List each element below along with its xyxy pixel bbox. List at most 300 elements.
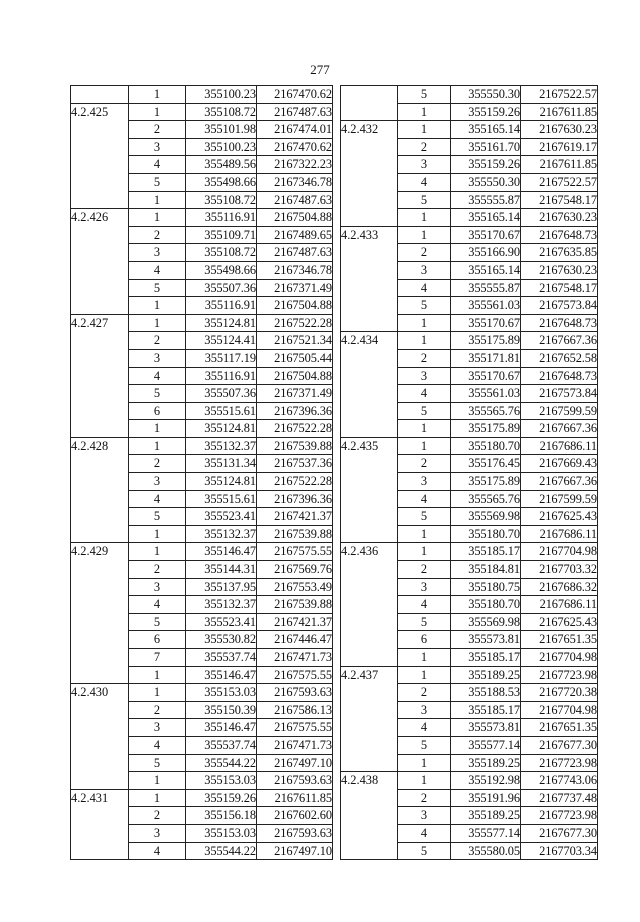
x-coordinate-cell: 355153.03	[186, 684, 257, 702]
point-number-cell: 1	[129, 420, 186, 438]
point-number-cell: 1	[129, 86, 186, 104]
x-coordinate-cell: 355108.72	[186, 244, 257, 262]
x-coordinate-cell: 355131.34	[186, 455, 257, 473]
y-coordinate-cell: 2167504.88	[257, 367, 333, 385]
x-coordinate-cell: 355159.26	[186, 789, 257, 807]
point-number-cell: 2	[129, 455, 186, 473]
table-row	[341, 121, 598, 139]
page-number: 277	[310, 62, 330, 77]
section-number-cell: 4.2.433	[341, 226, 398, 332]
y-coordinate-cell: 2167573.84	[521, 385, 598, 403]
y-coordinate-cell: 2167723.98	[521, 807, 598, 825]
x-coordinate-cell: 355515.61	[186, 490, 257, 508]
y-coordinate-cell: 2167346.78	[257, 173, 333, 191]
x-coordinate-cell: 355137.95	[186, 578, 257, 596]
y-coordinate-cell: 2167686.11	[521, 525, 598, 543]
x-coordinate-cell: 355146.47	[186, 719, 257, 737]
y-coordinate-cell: 2167667.36	[521, 332, 598, 350]
point-number-cell: 2	[129, 807, 186, 825]
y-coordinate-cell: 2167669.43	[521, 455, 598, 473]
x-coordinate-cell: 355580.05	[451, 842, 521, 860]
y-coordinate-cell: 2167703.34	[521, 842, 598, 860]
y-coordinate-cell: 2167421.37	[257, 508, 333, 526]
table-row	[341, 437, 598, 455]
point-number-cell: 3	[398, 156, 451, 174]
y-coordinate-cell: 2167497.10	[257, 754, 333, 772]
x-coordinate-cell: 355180.70	[451, 437, 521, 455]
x-coordinate-cell: 355191.96	[451, 789, 521, 807]
x-coordinate-cell: 355573.81	[451, 631, 521, 649]
table-row	[71, 789, 333, 807]
point-number-cell: 3	[398, 261, 451, 279]
x-coordinate-cell: 355117.19	[186, 349, 257, 367]
x-coordinate-cell: 355165.14	[451, 209, 521, 227]
point-number-cell: 5	[398, 508, 451, 526]
point-number-cell: 1	[129, 191, 186, 209]
x-coordinate-cell: 355569.98	[451, 613, 521, 631]
point-number-cell: 2	[398, 561, 451, 579]
y-coordinate-cell: 2167575.55	[257, 666, 333, 684]
point-number-cell: 3	[129, 473, 186, 491]
x-coordinate-cell: 355537.74	[186, 736, 257, 754]
point-number-cell: 2	[398, 244, 451, 262]
point-number-cell: 5	[129, 508, 186, 526]
point-number-cell: 1	[398, 666, 451, 684]
point-number-cell: 2	[398, 455, 451, 473]
point-number-cell: 1	[129, 525, 186, 543]
x-coordinate-cell: 355180.70	[451, 525, 521, 543]
y-coordinate-cell: 2167723.98	[521, 666, 598, 684]
point-number-cell: 4	[398, 173, 451, 191]
point-number-cell: 7	[129, 649, 186, 667]
point-number-cell: 3	[129, 138, 186, 156]
table-row	[71, 103, 333, 121]
point-number-cell: 4	[129, 261, 186, 279]
point-number-cell: 5	[398, 86, 451, 104]
y-coordinate-cell: 2167648.73	[521, 367, 598, 385]
x-coordinate-cell: 355153.03	[186, 824, 257, 842]
x-coordinate-cell: 355146.47	[186, 543, 257, 561]
point-number-cell: 1	[129, 789, 186, 807]
y-coordinate-cell: 2167504.88	[257, 209, 333, 227]
y-coordinate-cell: 2167573.84	[521, 297, 598, 315]
point-number-cell: 1	[398, 649, 451, 667]
point-number-cell: 1	[398, 332, 451, 350]
point-number-cell: 4	[398, 490, 451, 508]
y-coordinate-cell: 2167522.28	[257, 473, 333, 491]
table-row	[71, 684, 333, 702]
y-coordinate-cell: 2167686.11	[521, 596, 598, 614]
point-number-cell: 1	[129, 103, 186, 121]
y-coordinate-cell: 2167487.63	[257, 103, 333, 121]
y-coordinate-cell: 2167648.73	[521, 314, 598, 332]
y-coordinate-cell: 2167704.98	[521, 649, 598, 667]
table-row	[341, 226, 598, 244]
x-coordinate-cell: 355544.22	[186, 842, 257, 860]
point-number-cell: 5	[398, 736, 451, 754]
point-number-cell: 4	[129, 156, 186, 174]
y-coordinate-cell: 2167686.11	[521, 437, 598, 455]
y-coordinate-cell: 2167522.28	[257, 314, 333, 332]
section-number-cell: 4.2.436	[341, 543, 398, 666]
x-coordinate-cell: 355124.81	[186, 314, 257, 332]
y-coordinate-cell: 2167539.88	[257, 525, 333, 543]
x-coordinate-cell: 355544.22	[186, 754, 257, 772]
point-number-cell: 2	[129, 561, 186, 579]
section-number-cell: 4.2.429	[71, 543, 129, 684]
y-coordinate-cell: 2167505.44	[257, 349, 333, 367]
point-number-cell: 3	[129, 244, 186, 262]
y-coordinate-cell: 2167497.10	[257, 842, 333, 860]
y-coordinate-cell: 2167677.30	[521, 736, 598, 754]
x-coordinate-cell: 355507.36	[186, 385, 257, 403]
section-number-cell: 4.2.431	[71, 789, 129, 859]
x-coordinate-cell: 355565.76	[451, 490, 521, 508]
point-number-cell: 3	[398, 473, 451, 491]
y-coordinate-cell: 2167625.43	[521, 508, 598, 526]
coordinates-table-left	[70, 85, 333, 860]
table-row	[341, 666, 598, 684]
table-body-right	[341, 86, 598, 860]
point-number-cell: 1	[398, 754, 451, 772]
x-coordinate-cell: 355489.56	[186, 156, 257, 174]
point-number-cell: 1	[129, 314, 186, 332]
x-coordinate-cell: 355184.81	[451, 561, 521, 579]
point-number-cell: 3	[129, 578, 186, 596]
point-number-cell: 5	[129, 613, 186, 631]
y-coordinate-cell: 2167548.17	[521, 191, 598, 209]
x-coordinate-cell: 355185.17	[451, 701, 521, 719]
y-coordinate-cell: 2167602.60	[257, 807, 333, 825]
x-coordinate-cell: 355561.03	[451, 297, 521, 315]
y-coordinate-cell: 2167611.85	[521, 156, 598, 174]
x-coordinate-cell: 355132.37	[186, 525, 257, 543]
section-number-cell: 4.2.425	[71, 103, 129, 209]
y-coordinate-cell: 2167586.13	[257, 701, 333, 719]
x-coordinate-cell: 355159.26	[451, 156, 521, 174]
point-number-cell: 3	[129, 719, 186, 737]
point-number-cell: 5	[129, 173, 186, 191]
y-coordinate-cell: 2167487.63	[257, 244, 333, 262]
x-coordinate-cell: 355550.30	[451, 86, 521, 104]
y-coordinate-cell: 2167553.49	[257, 578, 333, 596]
point-number-cell: 4	[398, 279, 451, 297]
point-number-cell: 2	[129, 332, 186, 350]
x-coordinate-cell: 355116.91	[186, 209, 257, 227]
x-coordinate-cell: 355170.67	[451, 226, 521, 244]
y-coordinate-cell: 2167625.43	[521, 613, 598, 631]
point-number-cell: 1	[398, 209, 451, 227]
y-coordinate-cell: 2167396.36	[257, 490, 333, 508]
point-number-cell: 1	[129, 297, 186, 315]
table-row	[71, 209, 333, 227]
x-coordinate-cell: 355185.17	[451, 649, 521, 667]
x-coordinate-cell: 355175.89	[451, 473, 521, 491]
x-coordinate-cell: 355124.81	[186, 420, 257, 438]
y-coordinate-cell: 2167704.98	[521, 701, 598, 719]
point-number-cell: 6	[129, 402, 186, 420]
y-coordinate-cell: 2167346.78	[257, 261, 333, 279]
point-number-cell: 2	[398, 789, 451, 807]
x-coordinate-cell: 355185.17	[451, 543, 521, 561]
point-number-cell: 5	[398, 297, 451, 315]
x-coordinate-cell: 355180.75	[451, 578, 521, 596]
y-coordinate-cell: 2167474.01	[257, 121, 333, 139]
point-number-cell: 3	[129, 824, 186, 842]
x-coordinate-cell: 355523.41	[186, 613, 257, 631]
y-coordinate-cell: 2167569.76	[257, 561, 333, 579]
x-coordinate-cell: 355577.14	[451, 824, 521, 842]
y-coordinate-cell: 2167539.88	[257, 437, 333, 455]
section-number-cell: 4.2.428	[71, 437, 129, 543]
point-number-cell: 1	[398, 772, 451, 790]
point-number-cell: 1	[398, 420, 451, 438]
point-number-cell: 3	[129, 349, 186, 367]
table-row	[341, 86, 598, 104]
x-coordinate-cell: 355498.66	[186, 173, 257, 191]
point-number-cell: 1	[129, 666, 186, 684]
table-row	[341, 543, 598, 561]
x-coordinate-cell: 355153.03	[186, 772, 257, 790]
point-number-cell: 2	[398, 138, 451, 156]
y-coordinate-cell: 2167743.06	[521, 772, 598, 790]
y-coordinate-cell: 2167322.23	[257, 156, 333, 174]
x-coordinate-cell: 355189.25	[451, 666, 521, 684]
table-row	[71, 543, 333, 561]
point-number-cell: 4	[398, 719, 451, 737]
y-coordinate-cell: 2167593.63	[257, 824, 333, 842]
x-coordinate-cell: 355159.26	[451, 103, 521, 121]
x-coordinate-cell: 355565.76	[451, 402, 521, 420]
x-coordinate-cell: 355124.41	[186, 332, 257, 350]
x-coordinate-cell: 355573.81	[451, 719, 521, 737]
point-number-cell: 1	[129, 772, 186, 790]
coordinates-table-right	[340, 85, 598, 860]
x-coordinate-cell: 355498.66	[186, 261, 257, 279]
point-number-cell: 5	[398, 402, 451, 420]
y-coordinate-cell: 2167652.58	[521, 349, 598, 367]
point-number-cell: 1	[398, 121, 451, 139]
x-coordinate-cell: 355188.53	[451, 684, 521, 702]
y-coordinate-cell: 2167470.62	[257, 138, 333, 156]
point-number-cell: 5	[129, 279, 186, 297]
point-number-cell: 5	[129, 754, 186, 772]
y-coordinate-cell: 2167487.63	[257, 191, 333, 209]
point-number-cell: 1	[129, 209, 186, 227]
point-number-cell: 5	[398, 842, 451, 860]
point-number-cell: 1	[398, 314, 451, 332]
y-coordinate-cell: 2167667.36	[521, 473, 598, 491]
point-number-cell: 3	[398, 578, 451, 596]
x-coordinate-cell: 355192.98	[451, 772, 521, 790]
y-coordinate-cell: 2167723.98	[521, 754, 598, 772]
point-number-cell: 4	[398, 824, 451, 842]
y-coordinate-cell: 2167446.47	[257, 631, 333, 649]
x-coordinate-cell: 355189.25	[451, 807, 521, 825]
point-number-cell: 1	[398, 103, 451, 121]
section-number-cell: 4.2.432	[341, 121, 398, 227]
y-coordinate-cell: 2167371.49	[257, 385, 333, 403]
x-coordinate-cell: 355530.82	[186, 631, 257, 649]
x-coordinate-cell: 355116.91	[186, 367, 257, 385]
y-coordinate-cell: 2167522.28	[257, 420, 333, 438]
point-number-cell: 4	[129, 842, 186, 860]
y-coordinate-cell: 2167611.85	[257, 789, 333, 807]
y-coordinate-cell: 2167371.49	[257, 279, 333, 297]
section-number-cell: 4.2.438	[341, 772, 398, 860]
x-coordinate-cell: 355100.23	[186, 138, 257, 156]
point-number-cell: 2	[398, 349, 451, 367]
y-coordinate-cell: 2167737.48	[521, 789, 598, 807]
x-coordinate-cell: 355577.14	[451, 736, 521, 754]
point-number-cell: 1	[129, 437, 186, 455]
x-coordinate-cell: 355108.72	[186, 103, 257, 121]
point-number-cell: 1	[398, 525, 451, 543]
x-coordinate-cell: 355144.31	[186, 561, 257, 579]
y-coordinate-cell: 2167599.59	[521, 402, 598, 420]
y-coordinate-cell: 2167522.57	[521, 173, 598, 191]
x-coordinate-cell: 355146.47	[186, 666, 257, 684]
y-coordinate-cell: 2167471.73	[257, 649, 333, 667]
x-coordinate-cell: 355100.23	[186, 86, 257, 104]
y-coordinate-cell: 2167504.88	[257, 297, 333, 315]
x-coordinate-cell: 355109.71	[186, 226, 257, 244]
point-number-cell: 2	[129, 121, 186, 139]
point-number-cell: 6	[398, 631, 451, 649]
point-number-cell: 4	[398, 385, 451, 403]
point-number-cell: 5	[398, 191, 451, 209]
point-number-cell: 1	[129, 684, 186, 702]
x-coordinate-cell: 355180.70	[451, 596, 521, 614]
table-row	[71, 314, 333, 332]
x-coordinate-cell: 355165.14	[451, 261, 521, 279]
x-coordinate-cell: 355175.89	[451, 332, 521, 350]
x-coordinate-cell: 355156.18	[186, 807, 257, 825]
x-coordinate-cell: 355170.67	[451, 314, 521, 332]
y-coordinate-cell: 2167593.63	[257, 684, 333, 702]
y-coordinate-cell: 2167599.59	[521, 490, 598, 508]
y-coordinate-cell: 2167548.17	[521, 279, 598, 297]
point-number-cell: 1	[398, 543, 451, 561]
point-number-cell: 1	[398, 226, 451, 244]
y-coordinate-cell: 2167593.63	[257, 772, 333, 790]
y-coordinate-cell: 2167539.88	[257, 596, 333, 614]
section-number-cell: 4.2.430	[71, 684, 129, 790]
x-coordinate-cell: 355132.37	[186, 596, 257, 614]
y-coordinate-cell: 2167704.98	[521, 543, 598, 561]
point-number-cell: 3	[398, 807, 451, 825]
y-coordinate-cell: 2167630.23	[521, 209, 598, 227]
point-number-cell: 2	[398, 684, 451, 702]
y-coordinate-cell: 2167537.36	[257, 455, 333, 473]
y-coordinate-cell: 2167396.36	[257, 402, 333, 420]
x-coordinate-cell: 355523.41	[186, 508, 257, 526]
x-coordinate-cell: 355132.37	[186, 437, 257, 455]
x-coordinate-cell: 355166.90	[451, 244, 521, 262]
x-coordinate-cell: 355507.36	[186, 279, 257, 297]
y-coordinate-cell: 2167470.62	[257, 86, 333, 104]
x-coordinate-cell: 355555.87	[451, 191, 521, 209]
y-coordinate-cell: 2167648.73	[521, 226, 598, 244]
x-coordinate-cell: 355116.91	[186, 297, 257, 315]
point-number-cell: 1	[398, 437, 451, 455]
y-coordinate-cell: 2167686.32	[521, 578, 598, 596]
point-number-cell: 4	[129, 596, 186, 614]
section-number-cell: 4.2.426	[71, 209, 129, 315]
x-coordinate-cell: 355555.87	[451, 279, 521, 297]
y-coordinate-cell: 2167521.34	[257, 332, 333, 350]
y-coordinate-cell: 2167651.35	[521, 631, 598, 649]
x-coordinate-cell: 355150.39	[186, 701, 257, 719]
section-number-cell: 4.2.434	[341, 332, 398, 438]
section-number-cell: 4.2.437	[341, 666, 398, 772]
y-coordinate-cell: 2167471.73	[257, 736, 333, 754]
x-coordinate-cell: 355550.30	[451, 173, 521, 191]
x-coordinate-cell: 355171.81	[451, 349, 521, 367]
point-number-cell: 3	[398, 701, 451, 719]
table-row	[71, 437, 333, 455]
section-number-cell: 4.2.435	[341, 437, 398, 543]
section-number-cell: 4.2.427	[71, 314, 129, 437]
y-coordinate-cell: 2167489.65	[257, 226, 333, 244]
y-coordinate-cell: 2167630.23	[521, 121, 598, 139]
point-number-cell: 3	[398, 367, 451, 385]
x-coordinate-cell: 355537.74	[186, 649, 257, 667]
x-coordinate-cell: 355101.98	[186, 121, 257, 139]
y-coordinate-cell: 2167421.37	[257, 613, 333, 631]
x-coordinate-cell: 355189.25	[451, 754, 521, 772]
point-number-cell: 2	[129, 226, 186, 244]
x-coordinate-cell: 355175.89	[451, 420, 521, 438]
x-coordinate-cell: 355176.45	[451, 455, 521, 473]
point-number-cell: 6	[129, 631, 186, 649]
table-body-left	[71, 86, 333, 860]
section-number-cell	[71, 86, 129, 104]
x-coordinate-cell: 355569.98	[451, 508, 521, 526]
table-row	[71, 86, 333, 104]
point-number-cell: 5	[398, 613, 451, 631]
x-coordinate-cell: 355515.61	[186, 402, 257, 420]
x-coordinate-cell: 355124.81	[186, 473, 257, 491]
point-number-cell: 5	[129, 385, 186, 403]
point-number-cell: 2	[129, 701, 186, 719]
y-coordinate-cell: 2167667.36	[521, 420, 598, 438]
y-coordinate-cell: 2167635.85	[521, 244, 598, 262]
table-row	[341, 772, 598, 790]
y-coordinate-cell: 2167522.57	[521, 86, 598, 104]
x-coordinate-cell: 355561.03	[451, 385, 521, 403]
section-number-cell	[341, 86, 398, 121]
x-coordinate-cell: 355170.67	[451, 367, 521, 385]
y-coordinate-cell: 2167651.35	[521, 719, 598, 737]
x-coordinate-cell: 355161.70	[451, 138, 521, 156]
y-coordinate-cell: 2167720.38	[521, 684, 598, 702]
point-number-cell: 1	[129, 543, 186, 561]
y-coordinate-cell: 2167575.55	[257, 719, 333, 737]
y-coordinate-cell: 2167619.17	[521, 138, 598, 156]
point-number-cell: 4	[129, 736, 186, 754]
y-coordinate-cell: 2167611.85	[521, 103, 598, 121]
x-coordinate-cell: 355108.72	[186, 191, 257, 209]
y-coordinate-cell: 2167703.32	[521, 561, 598, 579]
point-number-cell: 4	[398, 596, 451, 614]
y-coordinate-cell: 2167677.30	[521, 824, 598, 842]
point-number-cell: 4	[129, 490, 186, 508]
point-number-cell: 4	[129, 367, 186, 385]
x-coordinate-cell: 355165.14	[451, 121, 521, 139]
y-coordinate-cell: 2167575.55	[257, 543, 333, 561]
y-coordinate-cell: 2167630.23	[521, 261, 598, 279]
